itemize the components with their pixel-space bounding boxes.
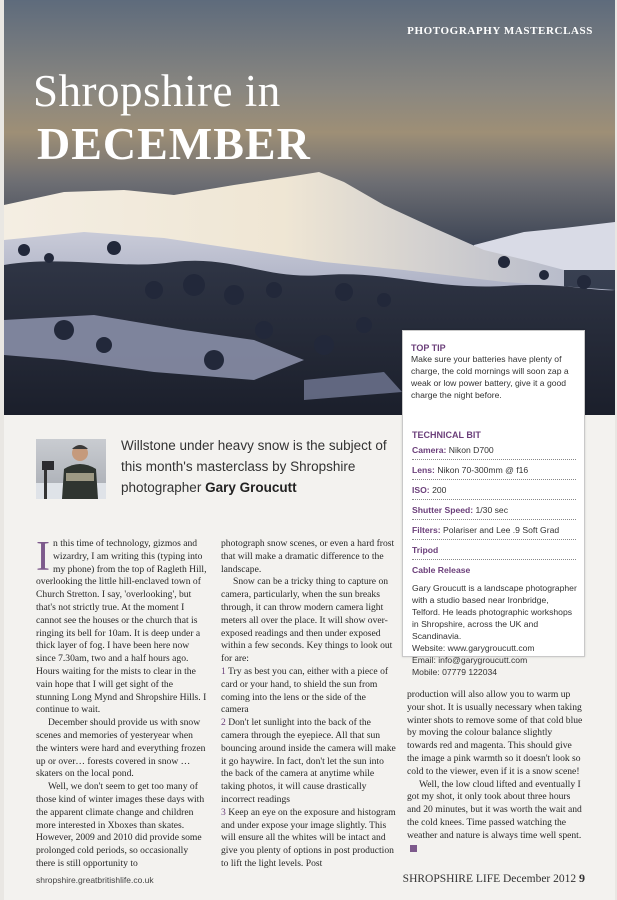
spec-label: Lens: bbox=[412, 465, 435, 475]
footer-magazine: SHROPSHIRE LIFE bbox=[402, 873, 501, 885]
bio-mobile: Mobile: 07779 122034 bbox=[412, 667, 498, 677]
spec-label: ISO: bbox=[412, 485, 430, 495]
paragraph-7 bbox=[407, 779, 584, 856]
article-column-1 bbox=[36, 534, 207, 871]
spec-value: 1/30 sec bbox=[475, 505, 509, 515]
intro-author: Gary Groucutt bbox=[205, 480, 297, 495]
page-number: 9 bbox=[579, 871, 585, 885]
paragraph-3: Well, we don't seem to get too many of those kind of winter images these days with the apparent climate change and children more interested in Xboxes than skates. However, 2009 and 2010 did provide some prolonged cold periods, so occasionally there is still opportunity to bbox=[36, 781, 205, 869]
sidebar-box bbox=[402, 330, 585, 677]
bio-email: Email: info@garygroucutt.com bbox=[412, 655, 528, 665]
spec-value: 200 bbox=[432, 485, 447, 495]
tip-text: Try as best you can, either with a piece of card or your hand, to shield the sun from coming into the lens or the side of the camera bbox=[221, 665, 389, 716]
paragraph-4: photograph snow scenes, or even a hard frost that will make a dramatic difference to the landscape. bbox=[221, 538, 395, 575]
top-tip-text: Make sure your batteries have plenty of charge, the cold mornings will soon zap a weak or low power battery, give it a good charge the night before. bbox=[411, 354, 569, 400]
headline-line-2: DECEMBER bbox=[37, 118, 311, 169]
article-column-3 bbox=[407, 689, 584, 855]
spec-label: Filters: bbox=[412, 525, 441, 535]
spec-lens bbox=[412, 465, 576, 480]
spec-label: Tripod bbox=[412, 545, 439, 555]
intro-standfirst bbox=[121, 435, 391, 498]
bio-website: Website: www.garygroucutt.com bbox=[412, 643, 535, 653]
spec-cable-release bbox=[412, 565, 576, 579]
tip-item-1 bbox=[221, 666, 396, 717]
spec-value: Nikon D700 bbox=[448, 445, 494, 455]
section-label: PHOTOGRAPHY MASTERCLASS bbox=[407, 25, 593, 37]
paragraph-1-text: n this time of technology, gizmos and wizardry, I am writing this (typing into my phone) from the top of Ragleth Hill, overlooking the little hill-enclaved town of Church Stretton. I say, 'overlooking', but that's not strictly true. At the moment I cannot see the houses or the church that is ringing its bell for 10am. It is deep under a thick layer of fog. I have been here now since 7.30am, two and a half hours ago. Hours waiting for the mists to clear in the vain hope that I will get sight of the stunning Long Mynd and Shropshire Hills. I continue to wait. bbox=[36, 538, 207, 716]
top-tip bbox=[411, 343, 577, 401]
spec-tripod bbox=[412, 545, 576, 560]
tip-text: Keep an eye on the exposure and histogram and under expose your image slightly. This will ensure all the whites will be intact and give you plenty of options in post production to lift the light levels. Post bbox=[221, 806, 396, 869]
tip-item-3 bbox=[221, 807, 396, 871]
spec-label: Shutter Speed: bbox=[412, 505, 474, 515]
photographer-bio bbox=[412, 582, 578, 678]
bio-text: Gary Groucutt is a landscape photographer with a studio based near Ironbridge, Telford. He leads photographic workshops in Shropshire, across the UK and Scandinavia. bbox=[412, 583, 577, 641]
tip-item-2 bbox=[221, 717, 396, 807]
magazine-page bbox=[4, 0, 615, 900]
top-tip-heading: TOP TIP bbox=[411, 343, 446, 353]
headline-line-1: Shropshire in bbox=[33, 66, 281, 116]
end-mark-icon bbox=[410, 845, 417, 852]
technical-heading: TECHNICAL BIT bbox=[412, 430, 481, 440]
spec-camera bbox=[412, 445, 576, 460]
spec-label: Camera: bbox=[412, 445, 447, 455]
spec-shutter-speed bbox=[412, 505, 576, 520]
paragraph-5: Snow can be a tricky thing to capture on camera, particularly, when the sun breaks through, it can throw modern camera light meters all over the place. It will show over-exposed readings and then under exposed within a few seconds. Key things to look out for are: bbox=[221, 576, 393, 665]
spec-filters bbox=[412, 525, 576, 540]
footer-issue: December 2012 bbox=[503, 873, 577, 885]
intro-text: Willstone under heavy snow is the subject of this month's masterclass by Shropshire photographer bbox=[121, 438, 387, 495]
paragraph-1 bbox=[36, 534, 207, 717]
tip-number: 1 bbox=[221, 665, 226, 677]
author-photo bbox=[36, 439, 106, 499]
paragraph-7-text: Well, the low cloud lifted and eventually I got my shot, it only took about three hours and 20 minutes, but it was worth the wait and the cold knees. Time passed watching the weather and nature is always time well spent. bbox=[407, 778, 582, 841]
tip-number: 3 bbox=[221, 806, 226, 818]
drop-cap: I bbox=[36, 534, 50, 580]
paragraph-6: production will also allow you to warm up your shot. It is usually necessary when taking winter shots to remove some of that cold blue by moving the colour balance slightly towards red and magenta. This should give the image a pink warmth so it doesn't look so cold to the viewer, even if it is a snow scene! bbox=[407, 689, 583, 777]
paragraph-2: December should provide us with snow scenes and memories of yesteryear when the winters were hard and everything frozen up or over… forests covered in snow … skaters on the local pond. bbox=[36, 717, 206, 780]
tip-number: 2 bbox=[221, 717, 226, 729]
spec-value: Nikon 70-300mm @ f16 bbox=[437, 465, 529, 475]
spec-label: Cable Release bbox=[412, 565, 471, 575]
spec-value: Polariser and Lee .9 Soft Grad bbox=[443, 525, 560, 535]
article-column-2 bbox=[221, 538, 396, 871]
photographer-portrait-icon bbox=[36, 439, 106, 499]
footer-folio bbox=[403, 871, 585, 886]
spec-iso bbox=[412, 485, 576, 500]
tip-text: Don't let sunlight into the back of the camera through the eyepiece. All that sun bouncing around inside the camera will make it go haywire. In fact, don't let the sun into the back of the camera at anytime while taking photos, it will cause drastically incorrect readings bbox=[221, 717, 396, 805]
footer-url: shropshire.greatbritishlife.co.uk bbox=[36, 875, 154, 885]
